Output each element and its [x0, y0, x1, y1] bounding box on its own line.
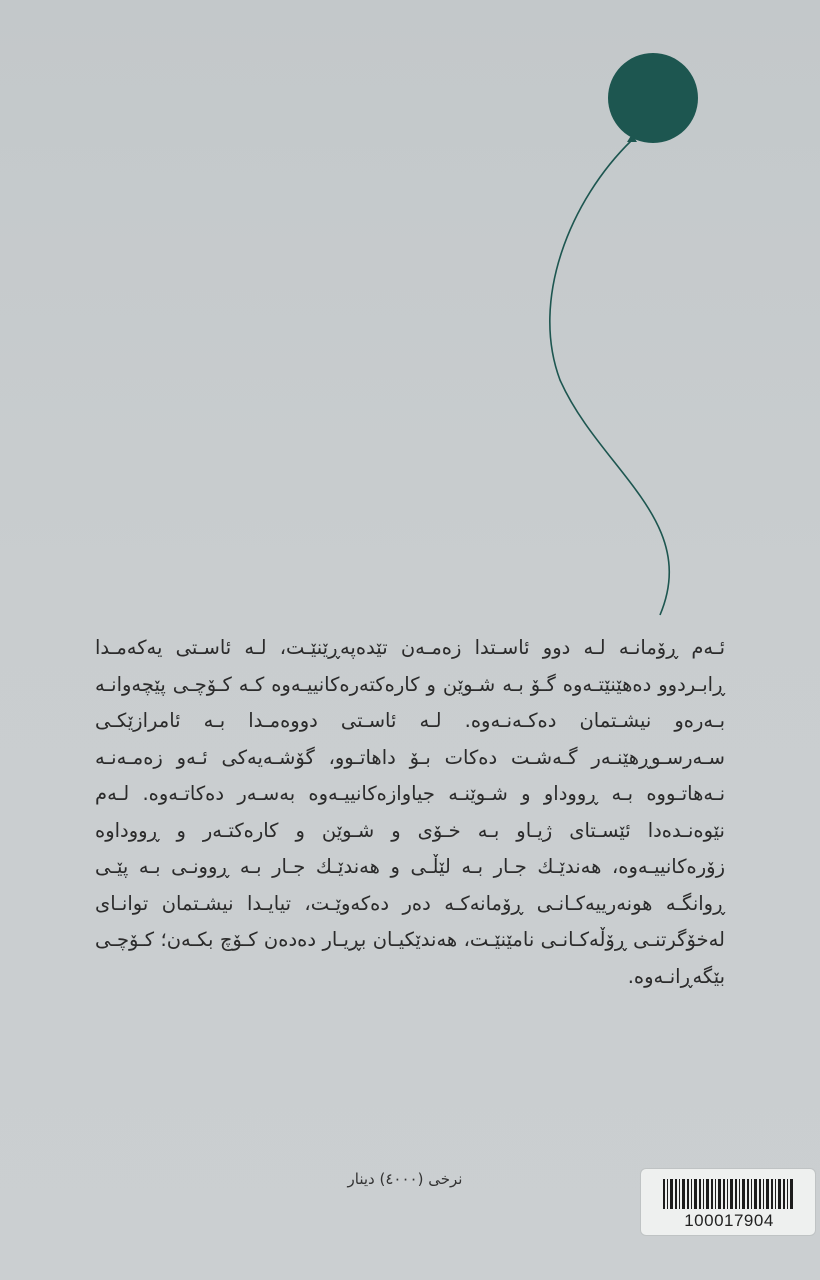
barcode-icon: [663, 1179, 793, 1209]
barcode-sticker: [640, 1168, 816, 1236]
back-cover-blurb: ئـەم ڕۆمانـە لـە دوو ئاسـتدا زەمـەن تێدەپەڕێنێـت، لـە ئاسـتی یەکەمـدا ڕابـردوو دەهێنێتـەوە گـۆ بـە شـوێن و کارەکتەرەکانییـەوە کـە کـۆچـی پێچەوانـە بـەرەو نیشـتمان دەکـەنـەوە. لـە ئاسـتی دووەمـدا بـە ئامرازێکـی سـەرسـوڕهێنـەر گـەشـت دەکات بـۆ داهاتـوو، گۆشـەیەکی ئـەو زەمـەنـە نـەهاتـووە بـە ڕووداو و شـوێنـە جیاوازەکانییـەوە بەسـەر دەکاتـەوە. لـەم نێوەنـدەدا ئێسـتای ژیـاو بـە خـۆی و شـوێن و کارەکتـەر و ڕووداوە زۆرەکانییـەوە، هەندێـك جـار بـە لێڵـی و هەندێـك جـار بـە ڕوونـی بـە پێـی ڕوانگـە هونەرییەکـانـی ڕۆمانەکـە دەر دەکەوێـت، تیایـدا نیشـتمان توانـای لەخۆگرتنـی ڕۆڵەکـانـی نامێنێـت، هەندێکیـان بڕیـار دەدەن کـۆچ بکـەن؛ کـۆچـی بێگەڕانـەوە.: [95, 636, 725, 988]
price-label: نرخی (٤٠٠٠) دینار: [347, 1170, 463, 1188]
balloon: [608, 53, 698, 143]
barcode-number: 100017904: [684, 1211, 774, 1230]
balloon-string: [550, 140, 669, 615]
